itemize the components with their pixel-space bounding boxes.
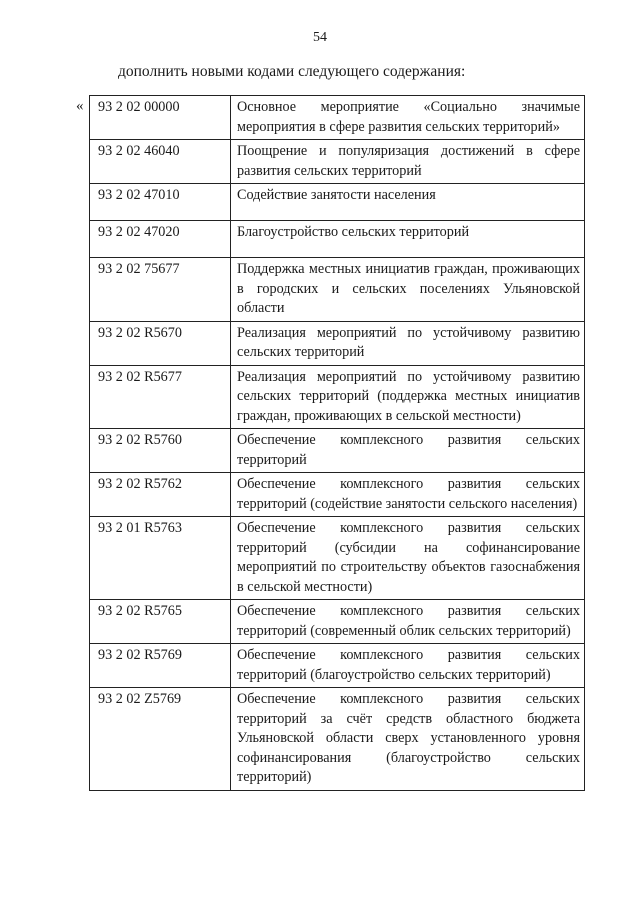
code-cell: 93 2 01 R5763	[90, 517, 231, 600]
intro-text: дополнить новыми кодами следующего содержания:	[118, 63, 466, 80]
table-row	[90, 429, 585, 473]
table-row	[90, 321, 585, 365]
code-cell: 93 2 02 47010	[90, 184, 231, 221]
description-cell: Содействие занятости населения	[231, 184, 585, 221]
description-cell: Реализация мероприятий по устойчивому развитию сельских территорий	[231, 321, 585, 365]
description-cell: Основное мероприятие «Социально значимые мероприятия в сфере развития сельских территорий»	[231, 96, 585, 140]
opening-quote: «	[76, 98, 84, 114]
description-cell: Обеспечение комплексного развития сельских территорий (содействие занятости сельского населения)	[231, 473, 585, 517]
description-cell: Обеспечение комплексного развития сельских территорий (благоустройство сельских территорий)	[231, 644, 585, 688]
description-cell: Обеспечение комплексного развития сельских территорий (субсидии на софинансирование мероприятий по строительству объектов газоснабжения в сельской местности)	[231, 517, 585, 600]
code-cell: 93 2 02 R5677	[90, 365, 231, 429]
code-cell: 93 2 02 R5765	[90, 600, 231, 644]
table-row	[90, 184, 585, 221]
description-cell: Благоустройство сельских территорий	[231, 221, 585, 258]
code-cell: 93 2 02 R5760	[90, 429, 231, 473]
code-cell: 93 2 02 Z5769	[90, 688, 231, 791]
table-row	[90, 688, 585, 791]
code-cell: 93 2 02 R5769	[90, 644, 231, 688]
table-row	[90, 258, 585, 322]
table-row	[90, 644, 585, 688]
description-cell: Обеспечение комплексного развития сельских территорий	[231, 429, 585, 473]
description-cell: Обеспечение комплексного развития сельских территорий за счёт средств областного бюджета Ульяновской области сверх установленного уровня софинансирования (благоустройство сельских территорий)	[231, 688, 585, 791]
code-cell: 93 2 02 R5670	[90, 321, 231, 365]
table-row	[90, 473, 585, 517]
code-cell: 93 2 02 75677	[90, 258, 231, 322]
table-row	[90, 140, 585, 184]
code-cell: 93 2 02 00000	[90, 96, 231, 140]
description-cell: Поддержка местных инициатив граждан, проживающих в городских и сельских поселениях Ульяновской области	[231, 258, 585, 322]
description-cell: Реализация мероприятий по устойчивому развитию сельских территорий (поддержка местных инициатив граждан, проживающих в сельской местности)	[231, 365, 585, 429]
table-row	[90, 600, 585, 644]
code-cell: 93 2 02 47020	[90, 221, 231, 258]
codes-table	[89, 95, 585, 791]
code-cell: 93 2 02 46040	[90, 140, 231, 184]
table-row	[90, 221, 585, 258]
description-cell: Обеспечение комплексного развития сельских территорий (современный облик сельских территорий)	[231, 600, 585, 644]
table-row	[90, 96, 585, 140]
page-number: 54	[313, 30, 327, 45]
code-cell: 93 2 02 R5762	[90, 473, 231, 517]
description-cell: Поощрение и популяризация достижений в сфере развития сельских территорий	[231, 140, 585, 184]
table-row	[90, 365, 585, 429]
table-row	[90, 517, 585, 600]
